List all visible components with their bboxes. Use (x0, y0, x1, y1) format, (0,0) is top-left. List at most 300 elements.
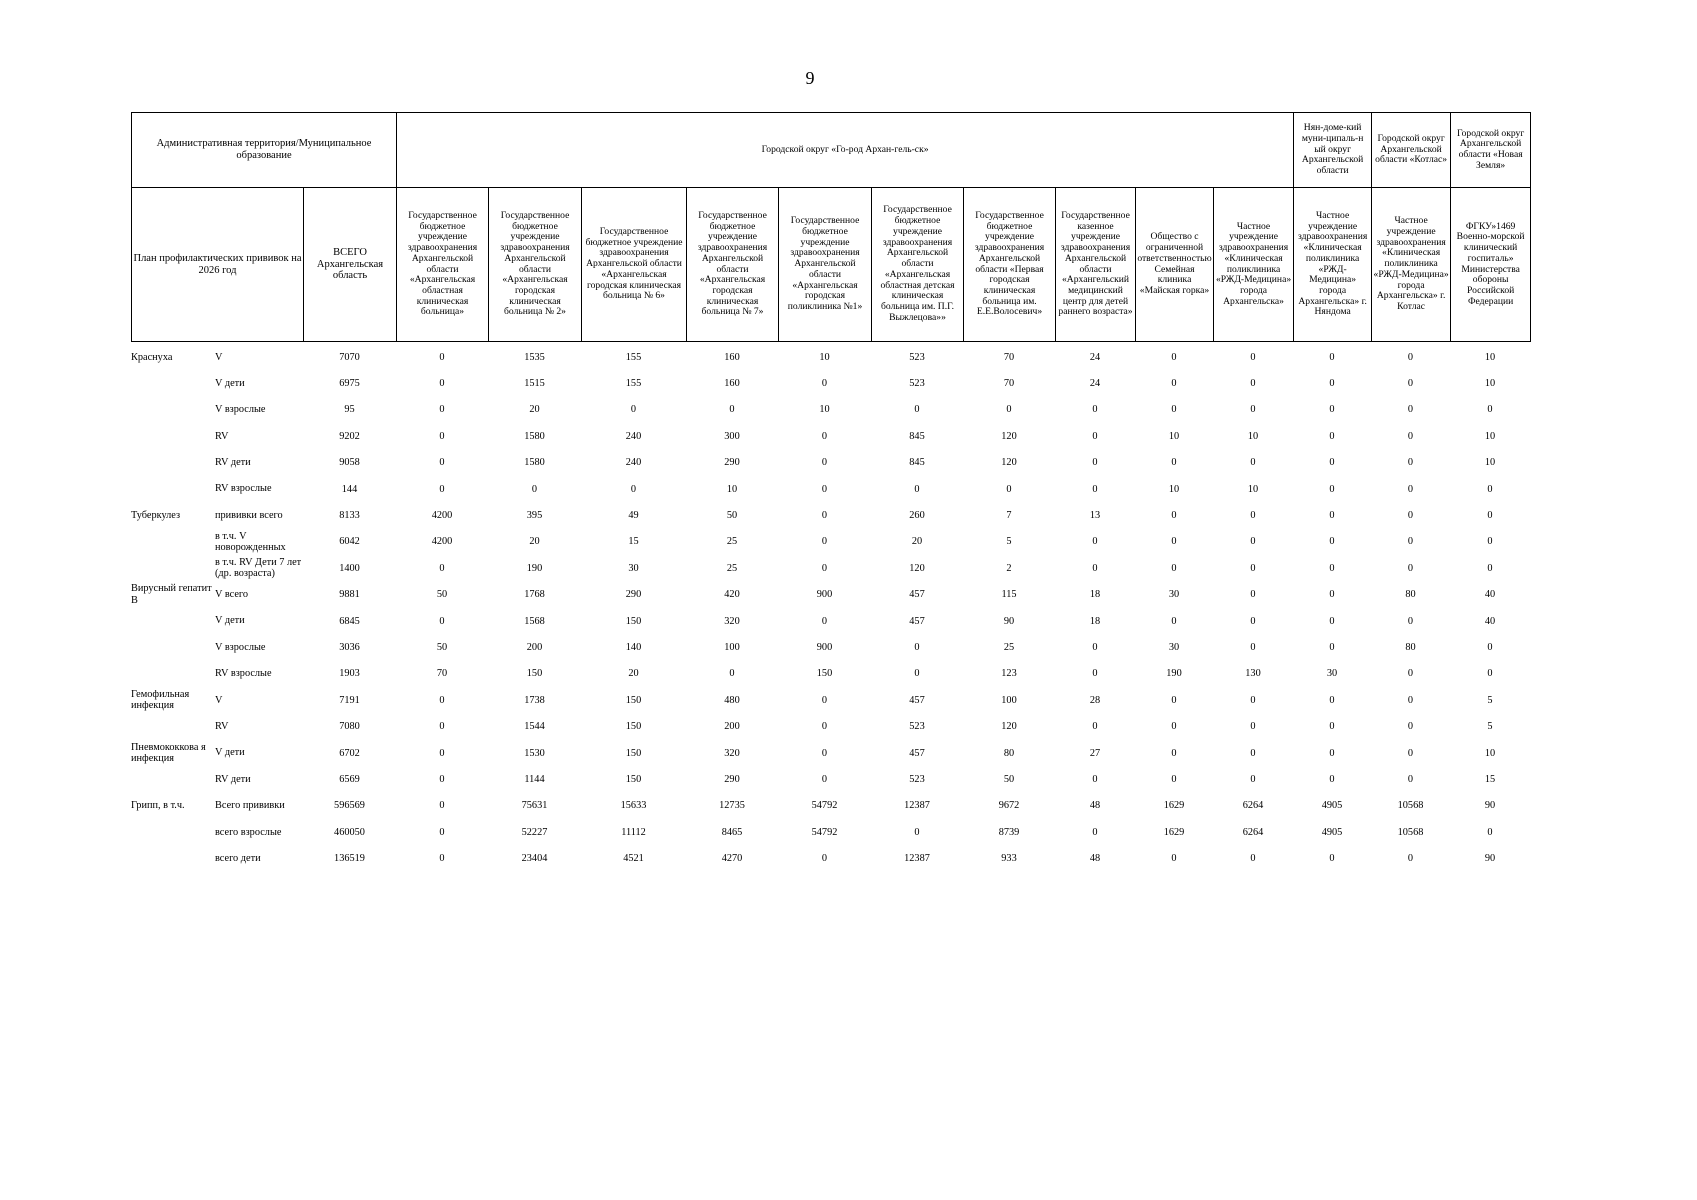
value-cell: 0 (1171, 694, 1177, 706)
value-cell: 0 (1487, 483, 1493, 495)
value-cell: 0 (914, 641, 920, 653)
value-cell: 1629 (1163, 826, 1185, 838)
table-row (131, 344, 1530, 370)
value-cell: 0 (1171, 773, 1177, 785)
value-cell: 0 (1329, 773, 1335, 785)
value-cell: 0 (1092, 826, 1098, 838)
value-cell: 0 (1329, 378, 1335, 390)
value-cell: 11112 (621, 826, 646, 838)
value-cell: 0 (821, 510, 828, 522)
table-row (131, 740, 1530, 766)
header-table (131, 112, 1531, 342)
value-cell: 0 (1006, 483, 1012, 495)
row-label: V дети (215, 747, 245, 759)
value-cell: 0 (821, 615, 828, 627)
value-cell: 200 (526, 641, 543, 653)
value-cell: 8465 (721, 826, 743, 838)
column-header: Государственное бюджетное учреждение здравоохранения Архангельской области «Архангельская городская поликлиника №1» (779, 188, 872, 342)
value-cell: 0 (1171, 747, 1177, 759)
vaccination-table (131, 344, 1530, 872)
value-cell: 0 (821, 430, 828, 442)
disease-name: Пневмококкова я инфекция (131, 741, 206, 765)
value-cell: 10 (1247, 483, 1259, 495)
table-row (131, 502, 1530, 528)
disease-name (131, 529, 213, 555)
row-label: V взрослые (215, 641, 266, 653)
value-cell: 10568 (1397, 800, 1424, 812)
disease-name (131, 423, 213, 449)
value-cell: 845 (909, 430, 925, 442)
value-cell: 523 (909, 773, 925, 785)
value-cell: 0 (1329, 536, 1335, 548)
value-cell: 0 (1171, 615, 1177, 627)
value-cell: 420 (724, 589, 740, 601)
value-cell: 18 (1089, 589, 1101, 601)
table-row (131, 370, 1530, 396)
value-cell: 30 (628, 562, 639, 574)
value-cell: 0 (1092, 536, 1098, 548)
value-cell: 0 (1407, 351, 1414, 363)
value-cell: 24 (1089, 378, 1101, 390)
value-cell: 0 (1250, 404, 1256, 416)
value-cell: 1568 (524, 615, 545, 627)
row-label: V всего (215, 589, 249, 601)
value-cell: 0 (439, 800, 445, 812)
value-cell: 150 (526, 668, 543, 680)
value-cell: 0 (1250, 773, 1256, 785)
disease-name (131, 661, 213, 687)
value-cell: 0 (1250, 351, 1256, 363)
value-cell: 6264 (1242, 826, 1264, 838)
column-header: Частное учреждение здравоохранения «Клиническая поликлиника «РЖД-Медицина» города Архангельска» (1214, 188, 1294, 342)
value-cell: 90 (1484, 853, 1496, 865)
value-cell: 50 (726, 510, 738, 522)
value-cell: 160 (724, 351, 740, 363)
value-cell: 0 (1250, 721, 1256, 733)
value-cell: 27 (1089, 747, 1101, 759)
disease-name (131, 476, 213, 502)
value-cell: 150 (625, 694, 642, 706)
total-value-cell: 7191 (339, 694, 360, 706)
value-cell: 0 (1407, 721, 1414, 733)
value-cell: 190 (1166, 668, 1182, 680)
value-cell: 25 (1003, 641, 1015, 653)
value-cell: 0 (1407, 510, 1414, 522)
value-cell: 100 (1001, 694, 1017, 706)
table-row (131, 661, 1530, 687)
value-cell: 0 (1092, 668, 1098, 680)
value-cell: 10 (819, 404, 830, 416)
value-cell: 0 (1092, 430, 1098, 442)
value-cell: 0 (1329, 853, 1335, 865)
row-label: всего дети (215, 852, 261, 864)
plan-header: План профилактических прививок на 2026 год (132, 188, 304, 342)
value-cell: 20 (529, 536, 540, 548)
total-value-cell: 6845 (339, 615, 360, 627)
value-cell: 0 (1250, 510, 1256, 522)
value-cell: 0 (1171, 853, 1177, 865)
disease-name: Гемофильная инфекция (131, 688, 190, 712)
column-header: Частное учреждение здравоохранения «Клиническая поликлиника «РЖД-Медицина» города Архангельска» г. Няндома (1294, 188, 1372, 342)
value-cell: 0 (1329, 483, 1335, 495)
row-label: V дети (215, 615, 245, 627)
value-cell: 12387 (904, 853, 930, 865)
value-cell: 123 (1001, 668, 1017, 680)
value-cell: 0 (439, 457, 445, 469)
value-cell: 0 (821, 721, 828, 733)
value-cell: 0 (1171, 404, 1177, 416)
value-cell: 0 (1487, 641, 1493, 653)
table-row (131, 555, 1530, 581)
value-cell: 100 (724, 641, 740, 653)
value-cell: 10 (1168, 430, 1180, 442)
row-label: RV дети (215, 773, 251, 785)
value-cell: 1144 (524, 773, 545, 785)
value-cell: 0 (1171, 721, 1177, 733)
value-cell: 13 (1089, 510, 1101, 522)
row-label: RV (215, 430, 229, 442)
nyandoma-district-header: Нян-доме-кий муни-ципаль-н ый округ Архангельской области (1294, 113, 1372, 188)
value-cell: 0 (1092, 562, 1098, 574)
value-cell: 0 (914, 826, 920, 838)
value-cell: 0 (439, 430, 445, 442)
value-cell: 845 (909, 457, 925, 469)
value-cell: 0 (630, 404, 637, 416)
value-cell: 0 (439, 483, 445, 495)
value-cell: 0 (1487, 826, 1493, 838)
value-cell: 0 (1329, 562, 1335, 574)
value-cell: 933 (1001, 853, 1017, 865)
value-cell: 190 (526, 562, 543, 574)
value-cell: 290 (724, 773, 740, 785)
value-cell: 10 (1247, 430, 1259, 442)
table-row (131, 529, 1530, 555)
value-cell: 0 (1092, 483, 1098, 495)
value-cell: 0 (821, 457, 828, 469)
value-cell: 0 (1171, 351, 1177, 363)
total-value-cell: 1400 (339, 562, 360, 574)
value-cell: 50 (1003, 773, 1015, 785)
value-cell: 0 (439, 404, 445, 416)
value-cell: 20 (628, 668, 639, 680)
value-cell: 480 (724, 694, 740, 706)
total-value-cell: 8133 (339, 510, 360, 522)
value-cell: 49 (628, 510, 639, 522)
value-cell: 523 (909, 351, 925, 363)
value-cell: 0 (1329, 641, 1335, 653)
value-cell: 0 (1407, 536, 1414, 548)
value-cell: 30 (1168, 641, 1180, 653)
value-cell: 320 (724, 615, 740, 627)
table-row (131, 476, 1530, 502)
value-cell: 6264 (1242, 800, 1264, 812)
value-cell: 120 (909, 562, 925, 574)
value-cell: 7 (1006, 510, 1012, 522)
value-cell: 0 (1171, 378, 1177, 390)
table-row (131, 423, 1530, 449)
value-cell: 54792 (811, 826, 838, 838)
value-cell: 1580 (524, 430, 545, 442)
value-cell: 320 (724, 747, 740, 759)
total-value-cell: 6702 (339, 747, 360, 759)
value-cell: 9672 (998, 800, 1020, 812)
value-cell: 0 (1171, 510, 1177, 522)
total-value-cell: 1903 (339, 668, 360, 680)
novaya-zemlya-district-header: Городской округ Архангельской области «Новая Земля» (1451, 113, 1531, 188)
total-value-cell: 6569 (339, 773, 360, 785)
value-cell: 75631 (521, 800, 548, 812)
value-cell: 0 (439, 562, 445, 574)
value-cell: 5 (1487, 694, 1493, 706)
value-cell: 15 (628, 536, 639, 548)
row-label: RV взрослые (215, 668, 272, 680)
value-cell: 5 (1006, 536, 1012, 548)
value-cell: 5 (1487, 721, 1493, 733)
value-cell: 0 (729, 668, 735, 680)
value-cell: 48 (1089, 800, 1101, 812)
value-cell: 0 (439, 853, 445, 865)
value-cell: 0 (439, 615, 445, 627)
total-value-cell: 3036 (339, 641, 360, 653)
value-cell: 0 (1407, 483, 1414, 495)
row-label: Всего прививки (215, 800, 285, 812)
disease-name: Вирусный гепатит В (131, 583, 212, 606)
value-cell: 8739 (998, 826, 1020, 838)
value-cell: 52227 (521, 826, 548, 838)
value-cell: 0 (729, 404, 735, 416)
value-cell: 150 (625, 721, 642, 733)
value-cell: 0 (439, 378, 445, 390)
value-cell: 0 (439, 826, 445, 838)
value-cell: 48 (1089, 853, 1101, 865)
value-cell: 0 (1092, 773, 1098, 785)
total-value-cell: 460050 (334, 826, 365, 838)
value-cell: 290 (625, 589, 642, 601)
disease-name (131, 845, 213, 871)
value-cell: 457 (909, 694, 925, 706)
disease-name (131, 370, 213, 396)
value-cell: 140 (625, 641, 642, 653)
value-cell: 0 (1329, 589, 1335, 601)
value-cell: 4200 (431, 536, 453, 548)
value-cell: 50 (436, 589, 448, 601)
value-cell: 1629 (1163, 800, 1185, 812)
value-cell: 0 (1250, 615, 1256, 627)
row-label: V взрослые (215, 404, 266, 416)
value-cell: 0 (439, 721, 445, 733)
value-cell: 150 (625, 615, 642, 627)
table-row (131, 634, 1530, 660)
value-cell: 0 (439, 351, 445, 363)
value-cell: 457 (909, 589, 925, 601)
total-value-cell: 596569 (334, 800, 365, 812)
value-cell: 0 (1250, 641, 1256, 653)
total-value-cell: 7080 (339, 721, 360, 733)
value-cell: 0 (914, 668, 920, 680)
value-cell: 10 (819, 351, 830, 363)
value-cell: 50 (436, 641, 448, 653)
column-header: Государственное бюджетное учреждение здравоохранения Архангельской области «Первая городская клиническая больница им. Е.Е.Волосевич» (964, 188, 1056, 342)
value-cell: 0 (914, 404, 920, 416)
total-value-cell: 6975 (339, 378, 360, 390)
value-cell: 4521 (623, 853, 644, 865)
value-cell: 0 (821, 483, 828, 495)
value-cell: 290 (724, 457, 740, 469)
value-cell: 80 (1405, 641, 1416, 653)
value-cell: 10568 (1397, 826, 1424, 838)
value-cell: 24 (1089, 351, 1101, 363)
value-cell: 240 (625, 457, 642, 469)
value-cell: 523 (909, 378, 925, 390)
row-label: RV дети (215, 457, 251, 469)
value-cell: 0 (1407, 668, 1414, 680)
value-cell: 523 (909, 721, 925, 733)
value-cell: 90 (1003, 615, 1015, 627)
value-cell: 0 (1329, 430, 1335, 442)
disease-name (131, 608, 213, 634)
value-cell: 40 (1484, 589, 1496, 601)
value-cell: 1535 (524, 351, 545, 363)
value-cell: 0 (1171, 562, 1177, 574)
value-cell: 1515 (524, 378, 545, 390)
value-cell: 0 (821, 853, 828, 865)
disease-name (131, 819, 213, 845)
value-cell: 10 (1484, 430, 1496, 442)
value-cell: 10 (1484, 457, 1496, 469)
value-cell: 0 (1407, 773, 1414, 785)
total-value-cell: 6042 (339, 536, 360, 548)
disease-name (131, 397, 213, 423)
value-cell: 0 (439, 773, 445, 785)
value-cell: 0 (1407, 378, 1414, 390)
value-cell: 0 (821, 536, 828, 548)
value-cell: 90 (1484, 800, 1496, 812)
value-cell: 900 (816, 641, 833, 653)
value-cell: 0 (1487, 536, 1493, 548)
table-body (131, 344, 1530, 872)
value-cell: 0 (821, 773, 828, 785)
value-cell: 0 (1407, 747, 1414, 759)
value-cell: 4905 (1321, 826, 1343, 838)
value-cell: 0 (1092, 721, 1098, 733)
row-label: V (215, 694, 223, 706)
value-cell: 1768 (524, 589, 545, 601)
value-cell: 70 (1003, 378, 1015, 390)
value-cell: 0 (1171, 457, 1177, 469)
disease-name (131, 555, 213, 581)
value-cell: 20 (529, 404, 540, 416)
value-cell: 0 (1092, 457, 1098, 469)
total-value-cell: 9202 (339, 430, 360, 442)
value-cell: 0 (1487, 510, 1493, 522)
value-cell: 300 (724, 430, 740, 442)
value-cell: 150 (625, 773, 642, 785)
value-cell: 0 (821, 378, 828, 390)
total-value-cell: 136519 (334, 853, 365, 865)
value-cell: 115 (1001, 589, 1017, 601)
value-cell: 0 (1329, 351, 1335, 363)
total-value-cell: 9881 (339, 589, 360, 601)
value-cell: 150 (625, 747, 642, 759)
value-cell: 0 (1250, 853, 1256, 865)
value-cell: 15633 (620, 800, 647, 812)
value-cell: 54792 (811, 800, 838, 812)
value-cell: 0 (914, 483, 920, 495)
value-cell: 12735 (719, 800, 745, 812)
table-row (131, 766, 1530, 792)
value-cell: 200 (724, 721, 740, 733)
column-header: Общество с ограниченной ответственностью Семейная клиника «Майская горка» (1136, 188, 1214, 342)
total-value-cell: 144 (341, 483, 358, 495)
value-cell: 457 (909, 615, 925, 627)
value-cell: 25 (726, 536, 738, 548)
value-cell: 1544 (524, 721, 545, 733)
value-cell: 30 (1326, 668, 1338, 680)
disease-name: Туберкулез (131, 509, 181, 521)
table-row (131, 845, 1530, 871)
value-cell: 70 (1003, 351, 1015, 363)
value-cell: 1738 (524, 694, 545, 706)
value-cell: 0 (1329, 721, 1335, 733)
value-cell: 0 (1487, 562, 1493, 574)
value-cell: 1530 (524, 747, 545, 759)
value-cell: 0 (1407, 615, 1414, 627)
value-cell: 0 (1407, 430, 1414, 442)
row-label: прививки всего (215, 509, 283, 521)
value-cell: 0 (1250, 562, 1256, 574)
value-cell: 395 (526, 510, 543, 522)
column-header: Государственное бюджетное учреждение здравоохранения Архангельской области «Архангельская городская клиническая больница № 7» (687, 188, 779, 342)
disease-name (131, 713, 213, 739)
row-label: V дети (215, 377, 245, 389)
disease-name (131, 634, 213, 660)
value-cell: 0 (1092, 404, 1098, 416)
column-header: Государственное бюджетное учреждение здравоохранения Архангельской области «Архангельская городская клиническая больница № 6» (582, 188, 687, 342)
value-cell: 0 (1250, 694, 1256, 706)
column-header: Частное учреждение здравоохранения «Клиническая поликлиника «РЖД-Медицина» города Архангельска» г. Котлас (1372, 188, 1451, 342)
value-cell: 0 (1407, 457, 1414, 469)
total-header: ВСЕГО Архангельская область (304, 188, 397, 342)
value-cell: 120 (1001, 430, 1017, 442)
value-cell: 2 (1006, 562, 1012, 574)
value-cell: 23404 (521, 853, 548, 865)
value-cell: 0 (1250, 536, 1256, 548)
column-header: ФГКУ»1469 Военно-морской клинический госпиталь» Министерства обороны Российской Федерации (1451, 188, 1531, 342)
table-row (131, 793, 1530, 819)
value-cell: 457 (909, 747, 925, 759)
table-row (131, 819, 1530, 845)
row-label: в т.ч. RV Дети 7 лет (др. возраста) (215, 557, 302, 580)
table-row (131, 687, 1530, 713)
value-cell: 0 (1487, 404, 1493, 416)
value-cell: 0 (1250, 747, 1256, 759)
value-cell: 0 (1006, 404, 1012, 416)
value-cell: 0 (1487, 668, 1493, 680)
value-cell: 0 (1171, 536, 1177, 548)
value-cell: 0 (630, 483, 637, 495)
value-cell: 0 (1329, 510, 1335, 522)
disease-name: Краснуха (131, 351, 173, 363)
value-cell: 0 (1407, 562, 1414, 574)
value-cell: 0 (531, 483, 538, 495)
value-cell: 130 (1245, 668, 1261, 680)
disease-name (131, 766, 213, 792)
value-cell: 80 (1405, 589, 1416, 601)
row-label: V (215, 351, 223, 363)
value-cell: 0 (1329, 457, 1335, 469)
table-row (131, 608, 1530, 634)
value-cell: 30 (1168, 589, 1180, 601)
